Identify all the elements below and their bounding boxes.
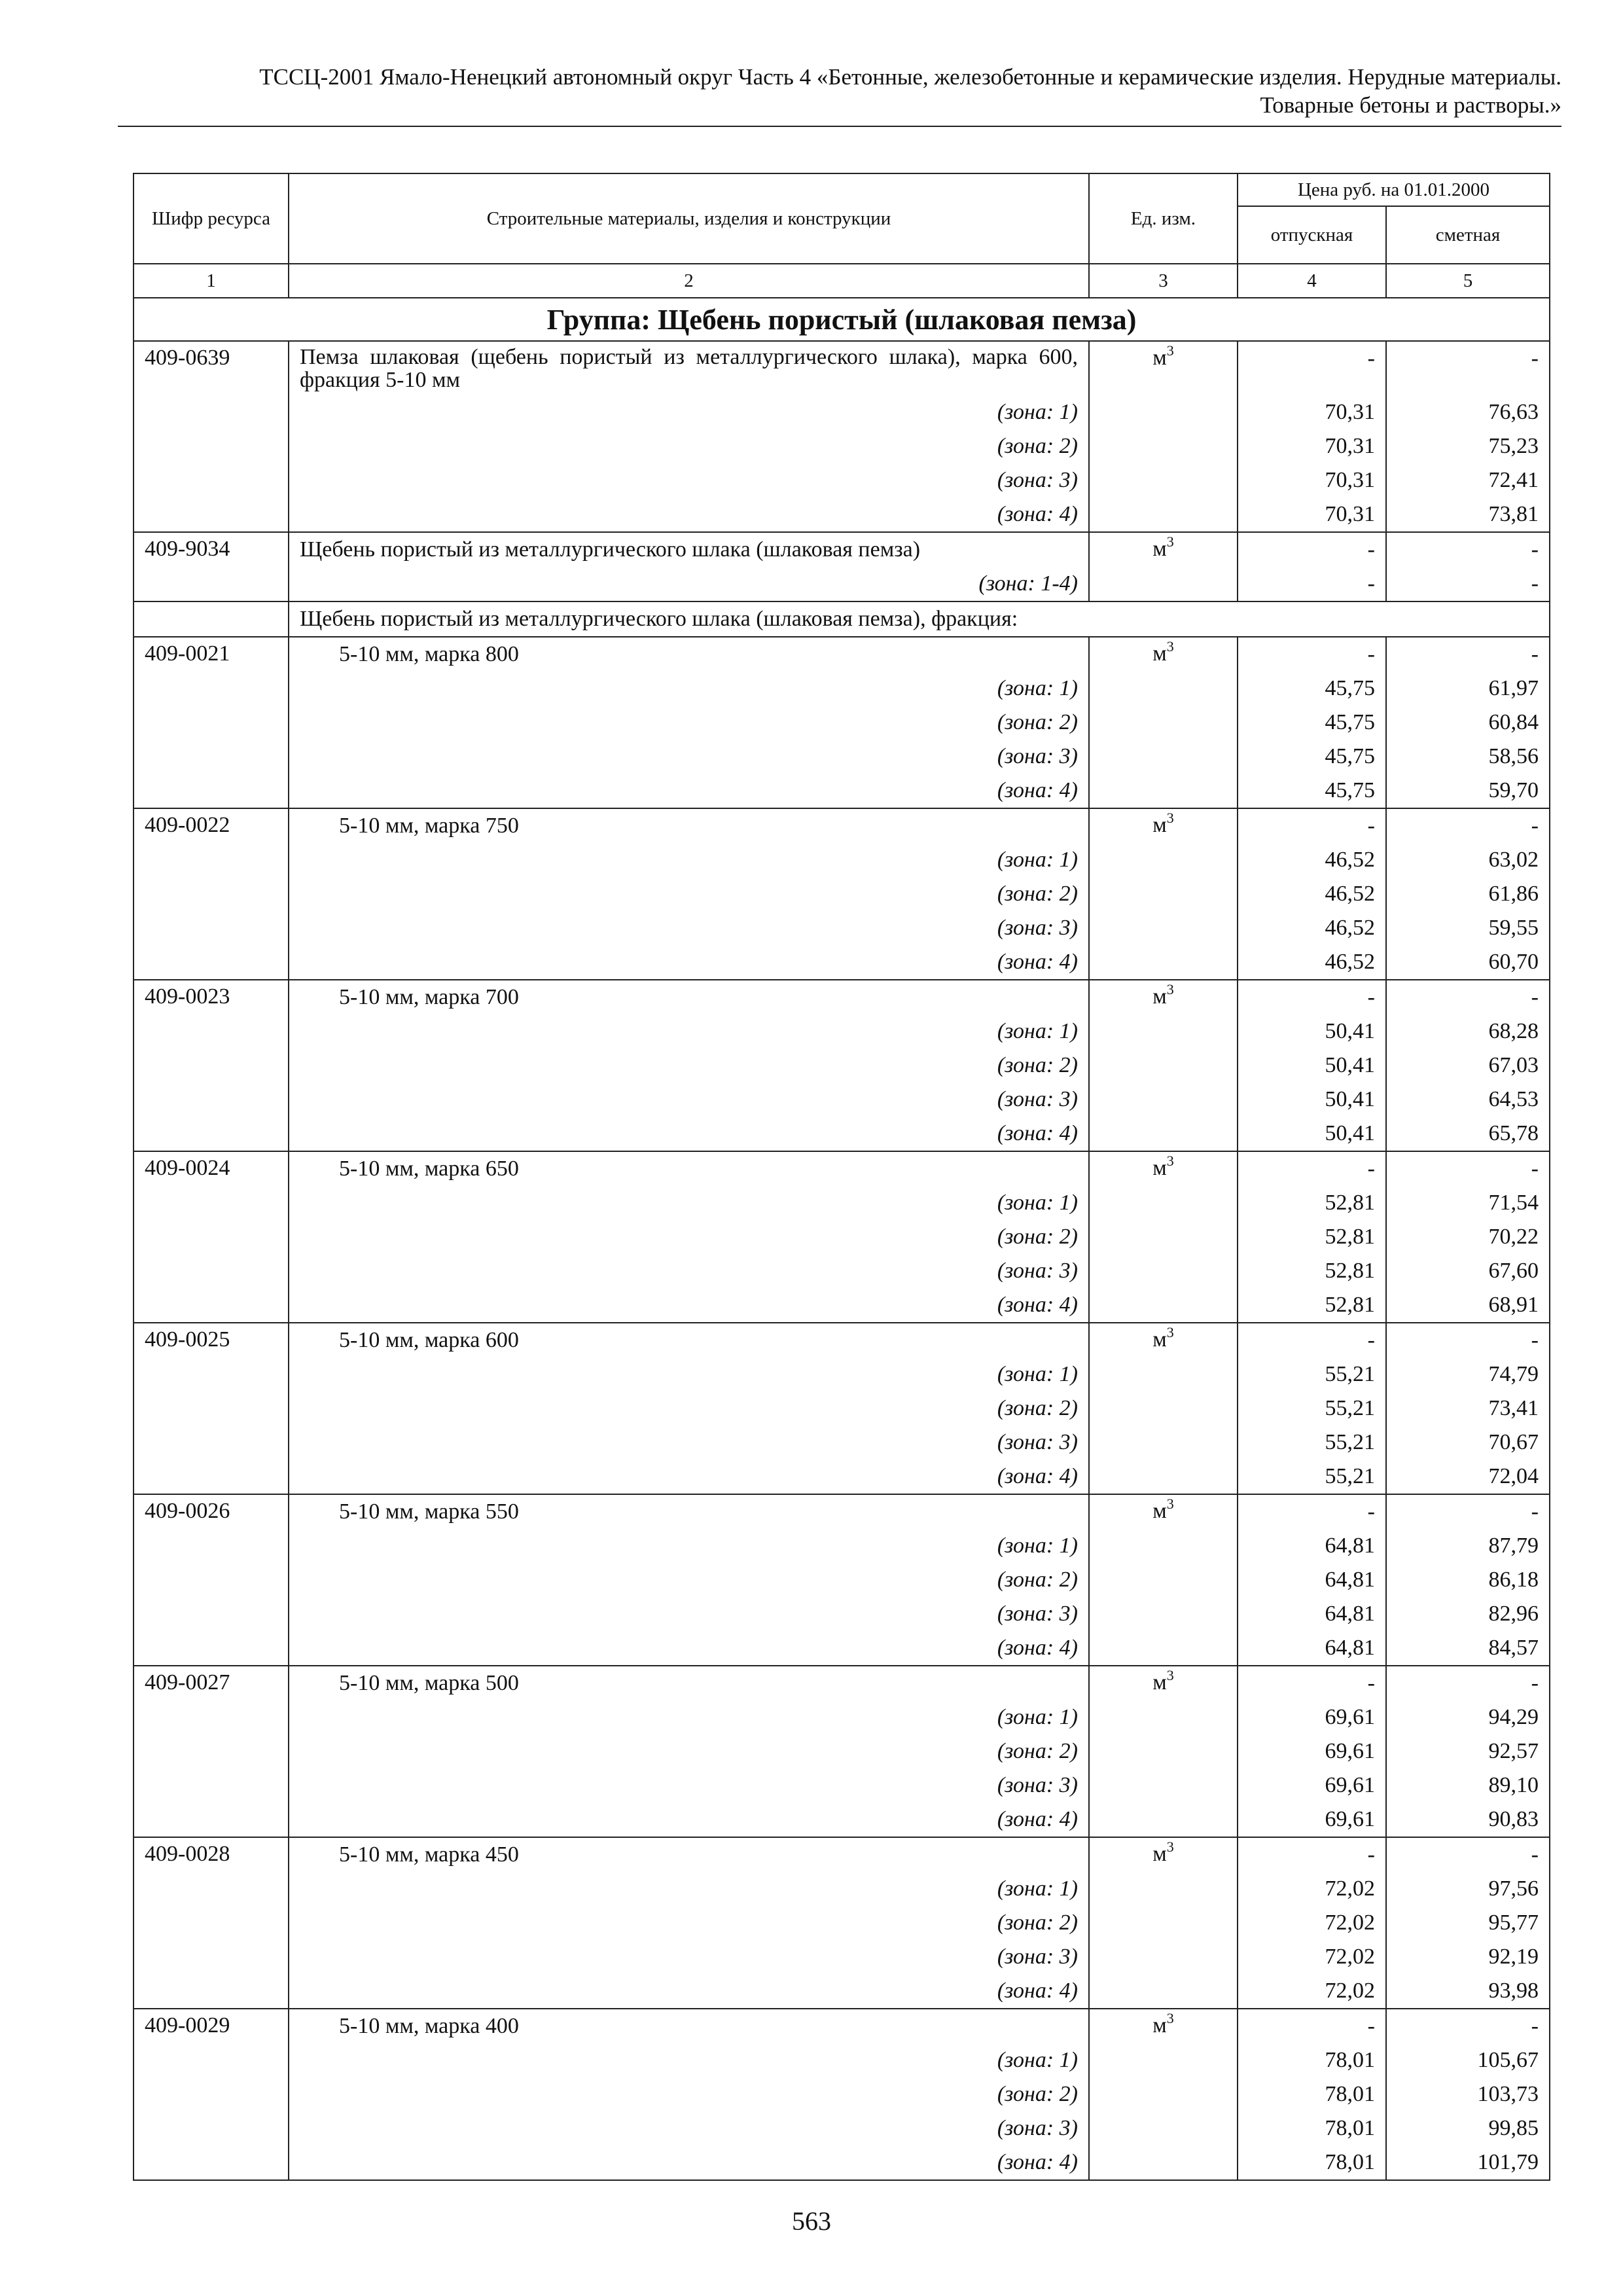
- unit-exponent: 3: [1166, 1153, 1174, 1169]
- price-dash: -: [1531, 346, 1539, 370]
- release-price-cell: [1238, 1666, 1386, 1837]
- price-dash: -: [1367, 1157, 1375, 1181]
- estimate-price-cell: [1386, 637, 1550, 808]
- estimate-price: 99,85: [1488, 2116, 1539, 2140]
- release-price: 70,31: [1325, 468, 1375, 492]
- estimate-price: 70,67: [1488, 1430, 1539, 1454]
- estimate-price: 64,53: [1488, 1087, 1539, 1111]
- unit-base: м: [1152, 1156, 1167, 1180]
- table-row: [134, 1666, 1550, 1837]
- col-number: 3: [1089, 264, 1238, 298]
- estimate-price: -: [1531, 571, 1539, 596]
- table-row: [134, 637, 1550, 808]
- unit-exponent: 3: [1166, 810, 1174, 826]
- resource-code: 409-0025: [134, 1323, 289, 1494]
- release-price-cell: [1238, 341, 1386, 532]
- release-price: 55,21: [1325, 1430, 1375, 1454]
- release-price: 78,01: [1325, 2116, 1375, 2140]
- estimate-price: 68,91: [1488, 1293, 1539, 1317]
- release-price: 50,41: [1325, 1087, 1375, 1111]
- unit-cell: [1089, 980, 1238, 1151]
- zone-label: (зона: 3): [997, 1087, 1078, 1111]
- material-name: 5-10 мм, марка 650: [339, 1157, 519, 1181]
- price-dash: -: [1531, 2014, 1539, 2038]
- zone-label: (зона: 1): [997, 1705, 1078, 1729]
- material-cell: [289, 532, 1089, 601]
- zone-label: (зона: 2): [997, 1739, 1078, 1763]
- col-header-name: Строительные материалы, изделия и конструкции: [289, 173, 1089, 264]
- zone-label: (зона: 1): [997, 400, 1078, 424]
- estimate-price: 87,79: [1488, 1534, 1539, 1558]
- price-dash: -: [1531, 1157, 1539, 1181]
- release-price: -: [1367, 571, 1375, 596]
- table-row: [134, 341, 1550, 532]
- column-number-row: [134, 264, 1550, 298]
- estimate-price-cell: [1386, 1494, 1550, 1666]
- estimate-price: 89,10: [1488, 1773, 1539, 1797]
- release-price: 46,52: [1325, 950, 1375, 974]
- zone-label: (зона: 4): [997, 2150, 1078, 2174]
- release-price: 45,75: [1325, 744, 1375, 768]
- release-price-cell: [1238, 2009, 1386, 2180]
- release-price: 72,02: [1325, 1876, 1375, 1901]
- zone-label: (зона: 3): [997, 1773, 1078, 1797]
- unit-cell: [1089, 532, 1238, 601]
- release-price-cell: [1238, 1323, 1386, 1494]
- unit-base: м: [1152, 1670, 1167, 1695]
- unit-exponent: 3: [1166, 342, 1174, 359]
- table-row: [134, 808, 1550, 980]
- unit-cell: [1089, 1837, 1238, 2009]
- estimate-price: 65,78: [1488, 1121, 1539, 1145]
- material-name: 5-10 мм, марка 550: [339, 1499, 519, 1524]
- release-price: 52,81: [1325, 1191, 1375, 1215]
- price-dash: -: [1367, 642, 1375, 666]
- estimate-price: 97,56: [1488, 1876, 1539, 1901]
- subheading-row: [134, 601, 1550, 637]
- unit-exponent: 3: [1166, 1667, 1174, 1683]
- estimate-price: 76,63: [1488, 400, 1539, 424]
- price-dash: -: [1367, 2014, 1375, 2038]
- zone-label: (зона: 4): [997, 778, 1078, 802]
- estimate-price-cell: [1386, 532, 1550, 601]
- unit-exponent: 3: [1166, 981, 1174, 997]
- price-dash: -: [1367, 985, 1375, 1009]
- resource-code: 409-0021: [134, 637, 289, 808]
- release-price: 46,52: [1325, 882, 1375, 906]
- estimate-price-cell: [1386, 980, 1550, 1151]
- release-price: 46,52: [1325, 848, 1375, 872]
- unit-cell: [1089, 1666, 1238, 1837]
- zone-label: (зона: 2): [997, 1568, 1078, 1592]
- zone-label: (зона: 1): [997, 1534, 1078, 1558]
- zone-label: (зона: 3): [997, 916, 1078, 940]
- material-cell: [289, 2009, 1089, 2180]
- release-price: 64,81: [1325, 1636, 1375, 1660]
- unit-cell: [1089, 1151, 1238, 1323]
- estimate-price: 93,98: [1488, 1979, 1539, 2003]
- estimate-price: 59,70: [1488, 778, 1539, 802]
- estimate-price: 75,23: [1488, 434, 1539, 458]
- release-price: 69,61: [1325, 1739, 1375, 1763]
- unit-base: м: [1152, 641, 1167, 666]
- zone-label: (зона: 2): [997, 710, 1078, 734]
- unit-cell: [1089, 341, 1238, 532]
- release-price: 70,31: [1325, 400, 1375, 424]
- unit-base: м: [1152, 1842, 1167, 1866]
- release-price: 70,31: [1325, 434, 1375, 458]
- release-price: 69,61: [1325, 1705, 1375, 1729]
- zone-label: (зона: 4): [997, 1807, 1078, 1831]
- unit-exponent: 3: [1166, 1324, 1174, 1340]
- estimate-price: 72,04: [1488, 1464, 1539, 1488]
- estimate-price-cell: [1386, 1666, 1550, 1837]
- zone-label: (зона: 2): [997, 1396, 1078, 1420]
- release-price: 50,41: [1325, 1053, 1375, 1077]
- price-dash: -: [1531, 1671, 1539, 1695]
- table-row: [134, 1837, 1550, 2009]
- group-row: [134, 298, 1550, 341]
- estimate-price: 70,22: [1488, 1225, 1539, 1249]
- resource-code: 409-0639: [134, 341, 289, 532]
- estimate-price: 67,60: [1488, 1259, 1539, 1283]
- col-number: 2: [289, 264, 1089, 298]
- material-name: 5-10 мм, марка 750: [339, 814, 519, 838]
- material-cell: [289, 1494, 1089, 1666]
- unit-cell: [1089, 808, 1238, 980]
- release-price-cell: [1238, 980, 1386, 1151]
- release-price: 45,75: [1325, 710, 1375, 734]
- estimate-price: 71,54: [1488, 1191, 1539, 1215]
- zone-label: (зона: 2): [997, 1225, 1078, 1249]
- release-price-cell: [1238, 532, 1386, 601]
- estimate-price: 90,83: [1488, 1807, 1539, 1831]
- estimate-price: 61,97: [1488, 676, 1539, 700]
- material-name: Щебень пористый из металлургического шлака (шлаковая пемза): [300, 537, 921, 562]
- material-cell: [289, 341, 1089, 532]
- estimate-price: 60,84: [1488, 710, 1539, 734]
- zone-label: (зона: 3): [997, 468, 1078, 492]
- subheading-text: Щебень пористый из металлургического шлака (шлаковая пемза), фракция:: [289, 601, 1550, 637]
- page-number: 563: [792, 2206, 831, 2236]
- unit-base: м: [1152, 346, 1167, 370]
- col-header-unit: Ед. изм.: [1089, 173, 1238, 264]
- price-dash: -: [1531, 1499, 1539, 1524]
- release-price: 50,41: [1325, 1121, 1375, 1145]
- zone-label: (зона: 1): [997, 848, 1078, 872]
- release-price-cell: [1238, 1494, 1386, 1666]
- estimate-price: 67,03: [1488, 1053, 1539, 1077]
- price-dash: -: [1367, 1842, 1375, 1867]
- release-price: 45,75: [1325, 676, 1375, 700]
- release-price: 78,01: [1325, 2150, 1375, 2174]
- estimate-price: 58,56: [1488, 744, 1539, 768]
- estimate-price-cell: [1386, 1151, 1550, 1323]
- estimate-price-cell: [1386, 808, 1550, 980]
- price-dash: -: [1367, 346, 1375, 370]
- col-number: 5: [1386, 264, 1550, 298]
- zone-label: (зона: 2): [997, 434, 1078, 458]
- estimate-price: 105,67: [1477, 2048, 1539, 2072]
- col-number: 1: [134, 264, 289, 298]
- unit-cell: [1089, 1323, 1238, 1494]
- zone-label: (зона: 4): [997, 1293, 1078, 1317]
- release-price-cell: [1238, 637, 1386, 808]
- col-header-estimate: сметная: [1386, 206, 1550, 264]
- estimate-price: 95,77: [1488, 1910, 1539, 1935]
- estimate-price: 103,73: [1477, 2082, 1539, 2106]
- zone-label: (зона: 3): [997, 1602, 1078, 1626]
- material-name: Пемза шлаковая (щебень пористый из металлургического шлака), марка 600, фракция 5-10 мм: [300, 345, 1078, 392]
- price-dash: -: [1367, 814, 1375, 838]
- release-price: 72,02: [1325, 1979, 1375, 2003]
- resource-code: 409-9034: [134, 532, 289, 601]
- group-title: Группа: Щебень пористый (шлаковая пемза): [134, 298, 1550, 341]
- estimate-price: 60,70: [1488, 950, 1539, 974]
- zone-label: (зона: 1): [997, 1191, 1078, 1215]
- release-price: 69,61: [1325, 1773, 1375, 1797]
- document-header: [118, 63, 1561, 127]
- resource-code: 409-0022: [134, 808, 289, 980]
- price-dash: -: [1531, 642, 1539, 666]
- unit-exponent: 3: [1166, 533, 1174, 550]
- resource-code: 409-0026: [134, 1494, 289, 1666]
- release-price: 78,01: [1325, 2048, 1375, 2072]
- zone-label: (зона: 1-4): [978, 571, 1078, 596]
- unit-cell: [1089, 1494, 1238, 1666]
- release-price: 45,75: [1325, 778, 1375, 802]
- release-price: 78,01: [1325, 2082, 1375, 2106]
- zone-label: (зона: 4): [997, 1979, 1078, 2003]
- material-name: 5-10 мм, марка 800: [339, 642, 519, 666]
- unit-base: м: [1152, 2013, 1167, 2037]
- header-line-2: Товарные бетоны и растворы.»: [1260, 92, 1561, 118]
- table-row: [134, 1494, 1550, 1666]
- estimate-price: 61,86: [1488, 882, 1539, 906]
- release-price: 55,21: [1325, 1396, 1375, 1420]
- unit-base: м: [1152, 813, 1167, 837]
- zone-label: (зона: 2): [997, 882, 1078, 906]
- unit-base: м: [1152, 1327, 1167, 1352]
- release-price: 70,31: [1325, 502, 1375, 526]
- release-price: 52,81: [1325, 1293, 1375, 1317]
- unit-cell: [1089, 637, 1238, 808]
- resource-code: 409-0023: [134, 980, 289, 1151]
- zone-label: (зона: 4): [997, 1636, 1078, 1660]
- estimate-price: 86,18: [1488, 1568, 1539, 1592]
- col-header-price: Цена руб. на 01.01.2000: [1238, 173, 1550, 206]
- estimate-price: 63,02: [1488, 848, 1539, 872]
- release-price: 72,02: [1325, 1945, 1375, 1969]
- release-price: 64,81: [1325, 1602, 1375, 1626]
- release-price: 55,21: [1325, 1362, 1375, 1386]
- table-row: [134, 532, 1550, 601]
- unit-exponent: 3: [1166, 1496, 1174, 1512]
- material-cell: [289, 1837, 1089, 2009]
- release-price-cell: [1238, 1151, 1386, 1323]
- zone-label: (зона: 4): [997, 1464, 1078, 1488]
- price-dash: -: [1531, 985, 1539, 1009]
- material-cell: [289, 1323, 1089, 1494]
- zone-label: (зона: 4): [997, 502, 1078, 526]
- unit-base: м: [1152, 984, 1167, 1009]
- price-dash: -: [1367, 1671, 1375, 1695]
- estimate-price-cell: [1386, 2009, 1550, 2180]
- material-name: 5-10 мм, марка 600: [339, 1328, 519, 1352]
- material-name: 5-10 мм, марка 450: [339, 1842, 519, 1867]
- unit-base: м: [1152, 537, 1167, 561]
- zone-label: (зона: 3): [997, 744, 1078, 768]
- table-row: [134, 1151, 1550, 1323]
- estimate-price: 73,41: [1488, 1396, 1539, 1420]
- resource-code: 409-0027: [134, 1666, 289, 1837]
- material-name: 5-10 мм, марка 700: [339, 985, 519, 1009]
- estimate-price: 101,79: [1477, 2150, 1539, 2174]
- estimate-price: 92,19: [1488, 1945, 1539, 1969]
- material-cell: [289, 637, 1089, 808]
- table-row: [134, 980, 1550, 1151]
- material-cell: [289, 1666, 1089, 1837]
- empty-cell: [134, 601, 289, 637]
- zone-label: (зона: 1): [997, 1019, 1078, 1043]
- estimate-price: 68,28: [1488, 1019, 1539, 1043]
- col-number: 4: [1238, 264, 1386, 298]
- estimate-price: 74,79: [1488, 1362, 1539, 1386]
- estimate-price: 92,57: [1488, 1739, 1539, 1763]
- estimate-price: 94,29: [1488, 1705, 1539, 1729]
- unit-base: м: [1152, 1499, 1167, 1523]
- price-dash: -: [1531, 1842, 1539, 1867]
- zone-label: (зона: 2): [997, 1910, 1078, 1935]
- estimate-price-cell: [1386, 1323, 1550, 1494]
- release-price-cell: [1238, 808, 1386, 980]
- header-line-1: ТССЦ-2001 Ямало-Ненецкий автономный округ Часть 4 «Бетонные, железобетонные и керамические изделия. Нерудные материалы.: [259, 64, 1561, 90]
- release-price: 69,61: [1325, 1807, 1375, 1831]
- release-price: 52,81: [1325, 1259, 1375, 1283]
- zone-label: (зона: 3): [997, 2116, 1078, 2140]
- zone-label: (зона: 2): [997, 2082, 1078, 2106]
- release-price-cell: [1238, 1837, 1386, 2009]
- zone-label: (зона: 1): [997, 676, 1078, 700]
- price-dash: -: [1531, 537, 1539, 562]
- price-dash: -: [1531, 1328, 1539, 1352]
- material-name: 5-10 мм, марка 500: [339, 1671, 519, 1695]
- price-dash: -: [1367, 1328, 1375, 1352]
- release-price: 64,81: [1325, 1568, 1375, 1592]
- estimate-price-cell: [1386, 1837, 1550, 2009]
- estimate-price: 72,41: [1488, 468, 1539, 492]
- price-dash: -: [1367, 537, 1375, 562]
- zone-label: (зона: 1): [997, 2048, 1078, 2072]
- table-row: [134, 1323, 1550, 1494]
- material-cell: [289, 980, 1089, 1151]
- unit-exponent: 3: [1166, 638, 1174, 655]
- resource-code: 409-0028: [134, 1837, 289, 2009]
- price-dash: -: [1367, 1499, 1375, 1524]
- estimate-price: 59,55: [1488, 916, 1539, 940]
- unit-cell: [1089, 2009, 1238, 2180]
- release-price: 64,81: [1325, 1534, 1375, 1558]
- release-price: 50,41: [1325, 1019, 1375, 1043]
- unit-exponent: 3: [1166, 2010, 1174, 2026]
- estimate-price: 73,81: [1488, 502, 1539, 526]
- material-name: 5-10 мм, марка 400: [339, 2014, 519, 2038]
- zone-label: (зона: 1): [997, 1362, 1078, 1386]
- zone-label: (зона: 4): [997, 1121, 1078, 1145]
- zone-label: (зона: 4): [997, 950, 1078, 974]
- unit-exponent: 3: [1166, 1839, 1174, 1855]
- estimate-price: 84,57: [1488, 1636, 1539, 1660]
- zone-label: (зона: 3): [997, 1259, 1078, 1283]
- estimate-price-cell: [1386, 341, 1550, 532]
- resource-code: 409-0024: [134, 1151, 289, 1323]
- col-header-code: Шифр ресурса: [134, 173, 289, 264]
- resource-code: 409-0029: [134, 2009, 289, 2180]
- price-table: [133, 173, 1550, 2181]
- release-price: 55,21: [1325, 1464, 1375, 1488]
- table-row: [134, 2009, 1550, 2180]
- price-dash: -: [1531, 814, 1539, 838]
- release-price: 72,02: [1325, 1910, 1375, 1935]
- zone-label: (зона: 1): [997, 1876, 1078, 1901]
- col-header-release: отпускная: [1238, 206, 1386, 264]
- material-cell: [289, 1151, 1089, 1323]
- zone-label: (зона: 2): [997, 1053, 1078, 1077]
- zone-label: (зона: 3): [997, 1945, 1078, 1969]
- zone-label: (зона: 3): [997, 1430, 1078, 1454]
- release-price: 52,81: [1325, 1225, 1375, 1249]
- estimate-price: 82,96: [1488, 1602, 1539, 1626]
- material-cell: [289, 808, 1089, 980]
- release-price: 46,52: [1325, 916, 1375, 940]
